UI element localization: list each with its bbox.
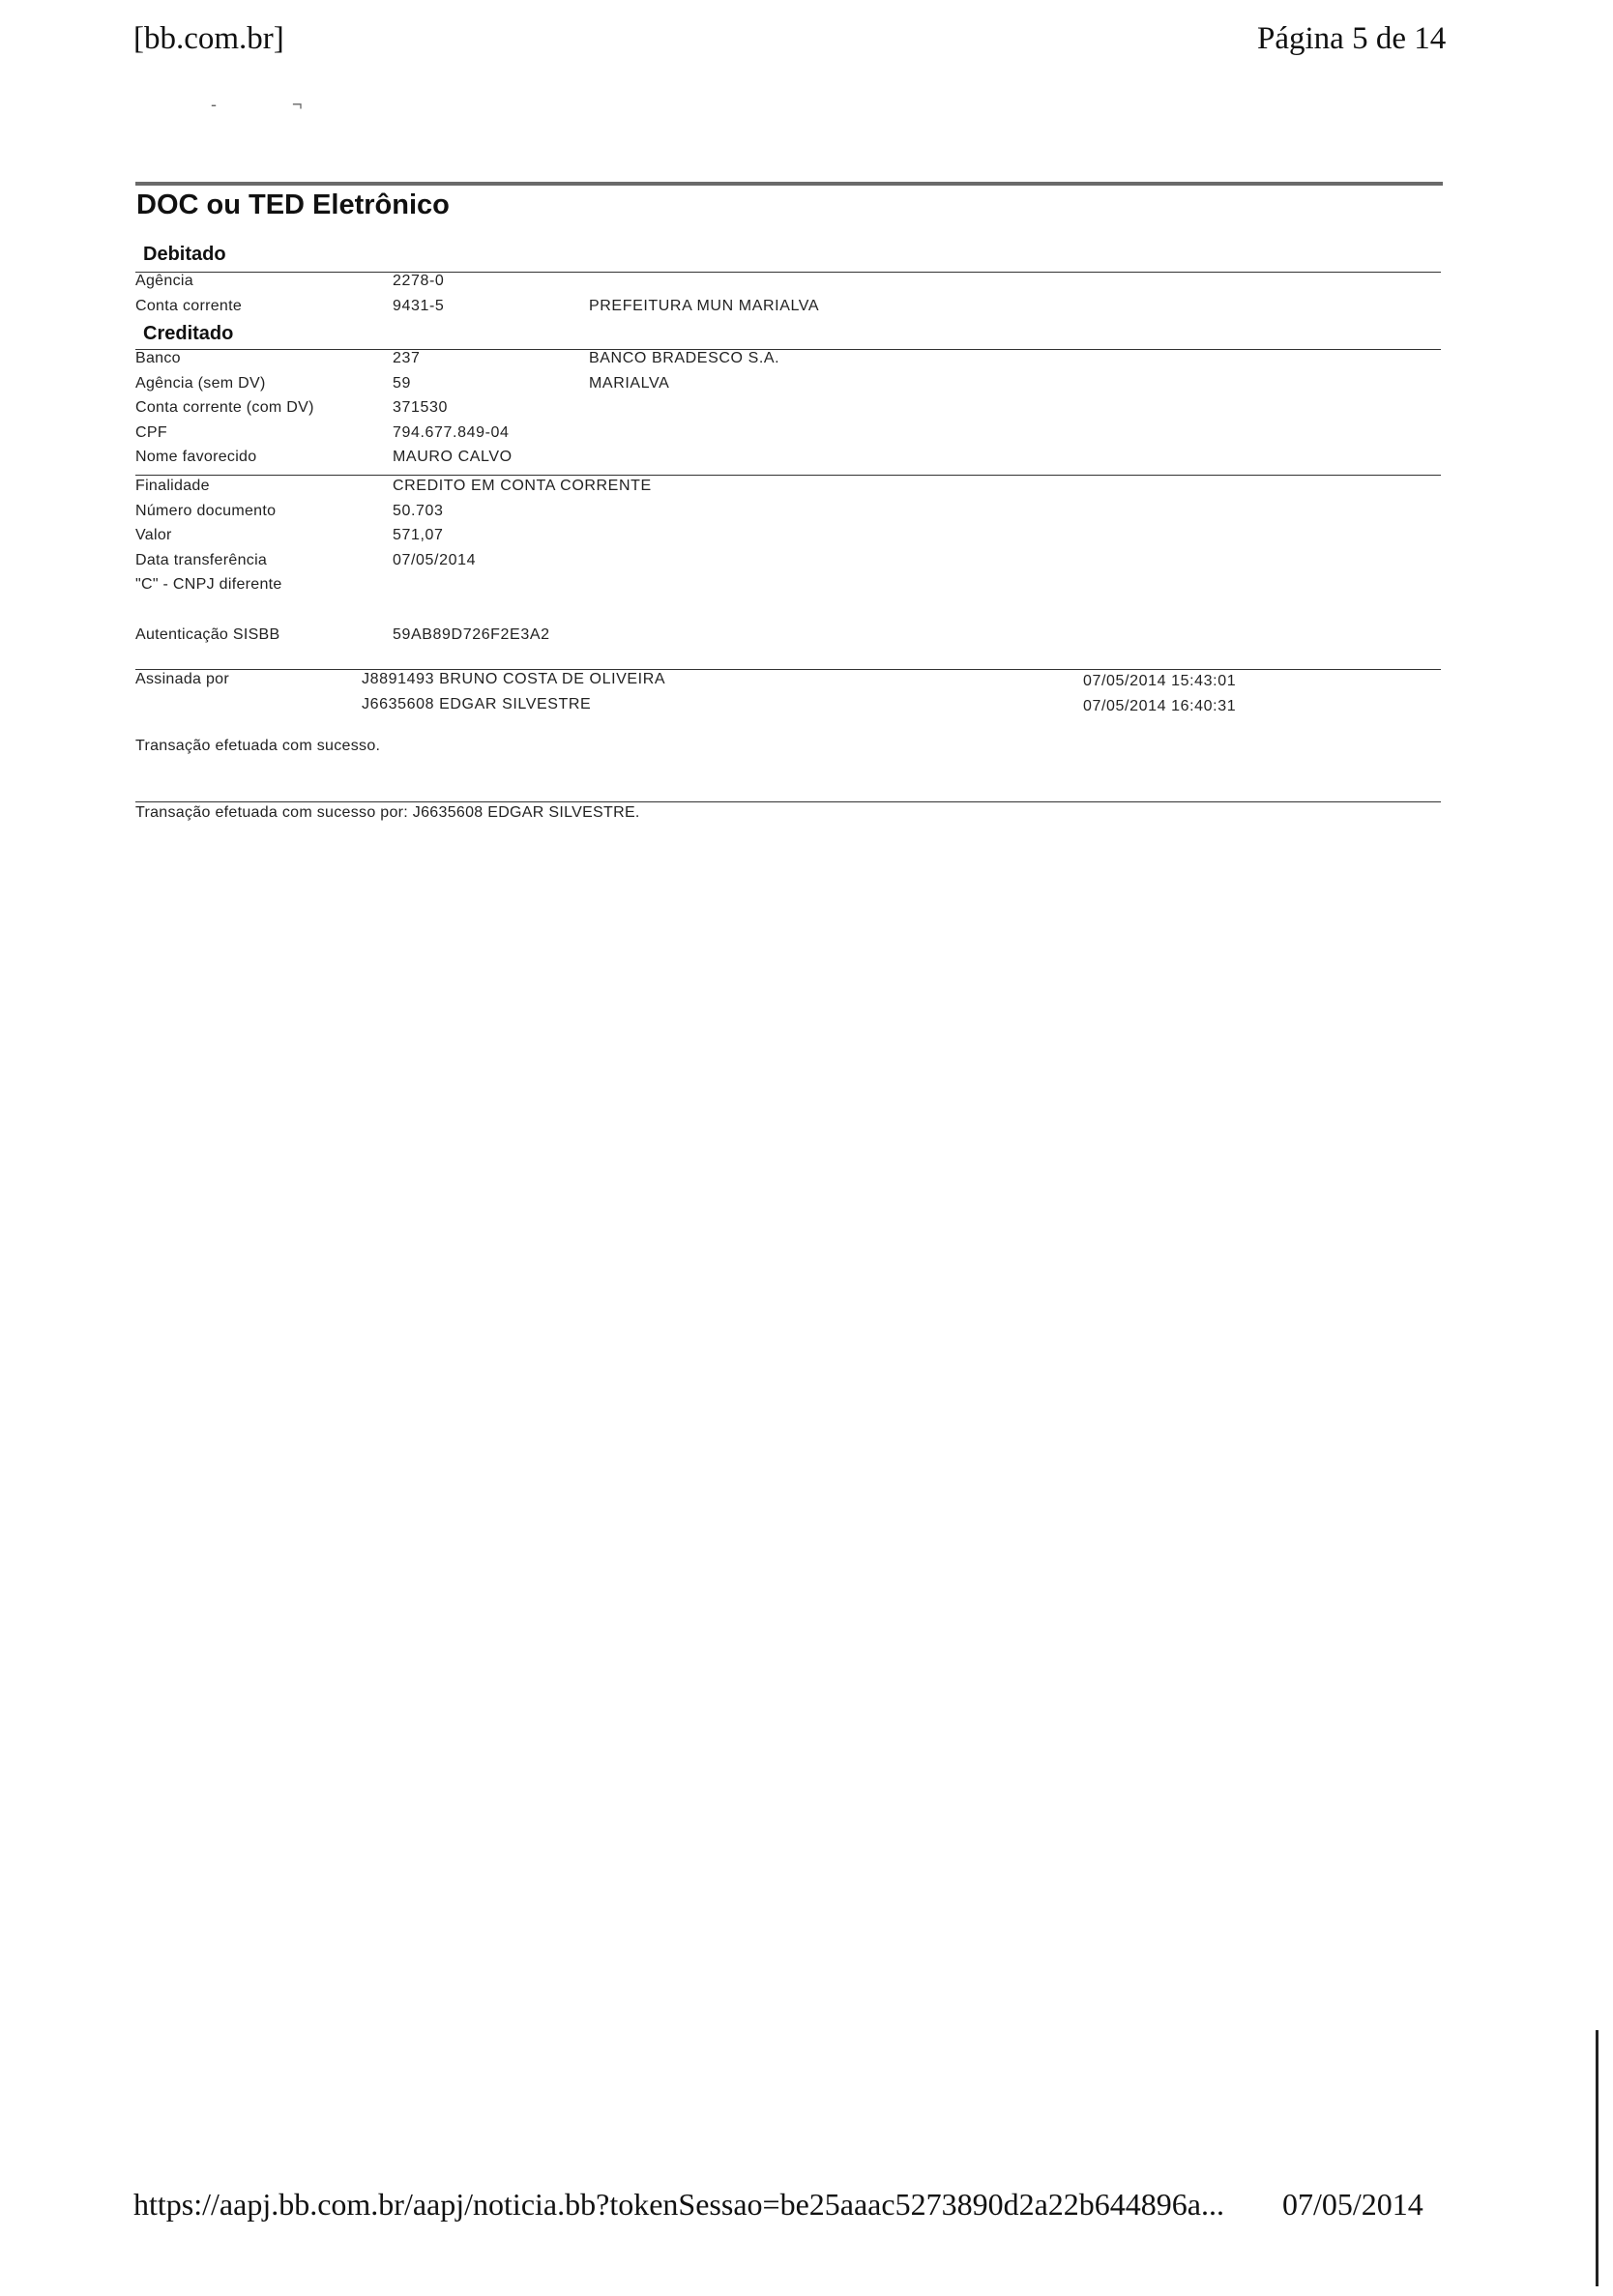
site-header: [bb.com.br] [133,21,284,56]
debitado-agencia-value: 2278-0 [393,273,445,289]
signatures-rule [135,669,1441,670]
creditado-agencia-value: 59 [393,375,411,392]
signature-datetime: 07/05/2014 15:43:01 [1083,673,1237,689]
finalidade-value: CREDITO EM CONTA CORRENTE [393,478,652,494]
creditado-agencia-label: Agência (sem DV) [135,375,266,392]
status-message: Transação efetuada com sucesso. [135,738,381,754]
creditado-nome-value: MAURO CALVO [393,449,513,465]
details-rule [135,475,1441,476]
footer-url: https://aapj.bb.com.br/aapj/noticia.bb?tokenSessao=be25aaac5273890d2a22b644896a... [133,2187,1224,2222]
autenticacao-value: 59AB89D726F2E3A2 [393,626,550,643]
footer-date: 07/05/2014 [1282,2187,1423,2222]
debitado-heading: Debitado [143,244,226,265]
creditado-cpf-value: 794.677.849-04 [393,424,510,441]
creditado-conta-label: Conta corrente (com DV) [135,399,314,416]
final-status-message: Transação efetuada com sucesso por: J6635608 EDGAR SILVESTRE. [135,804,640,821]
creditado-cpf-label: CPF [135,424,167,441]
autenticacao-label: Autenticação SISBB [135,626,280,643]
creditado-conta-value: 371530 [393,399,448,416]
numero-documento-label: Número documento [135,503,277,519]
title-rule [135,182,1443,186]
valor-label: Valor [135,527,172,543]
data-transferencia-label: Data transferência [135,552,268,568]
signature-name: J8891493 BRUNO COSTA DE OLIVEIRA [362,671,666,687]
debitado-conta-value: 9431-5 [393,298,445,314]
creditado-heading: Creditado [143,323,234,344]
scan-mark: ¬ [292,95,303,114]
document-title: DOC ou TED Eletrônico [136,189,450,220]
cnpj-note: "C" - CNPJ diferente [135,576,282,593]
debitado-conta-holder: PREFEITURA MUN MARIALVA [589,298,820,314]
debitado-agencia-label: Agência [135,273,193,289]
creditado-banco-label: Banco [135,350,181,366]
finalidade-label: Finalidade [135,478,210,494]
creditado-rule [135,349,1441,350]
signature-datetime: 07/05/2014 16:40:31 [1083,698,1237,714]
debitado-conta-label: Conta corrente [135,298,243,314]
creditado-banco-name: BANCO BRADESCO S.A. [589,350,780,366]
signature-name: J6635608 EDGAR SILVESTRE [362,696,592,712]
final-status-rule [135,801,1441,802]
creditado-nome-label: Nome favorecido [135,449,257,465]
numero-documento-value: 50.703 [393,503,444,519]
scan-edge-mark [1596,2030,1598,2286]
creditado-agencia-city: MARIALVA [589,375,670,392]
page-number: Página 5 de 14 [1257,21,1447,56]
assinada-por-label: Assinada por [135,671,229,687]
creditado-banco-value: 237 [393,350,421,366]
debitado-rule [135,272,1441,273]
valor-value: 571,07 [393,527,444,543]
scan-mark: - [211,95,217,114]
data-transferencia-value: 07/05/2014 [393,552,477,568]
